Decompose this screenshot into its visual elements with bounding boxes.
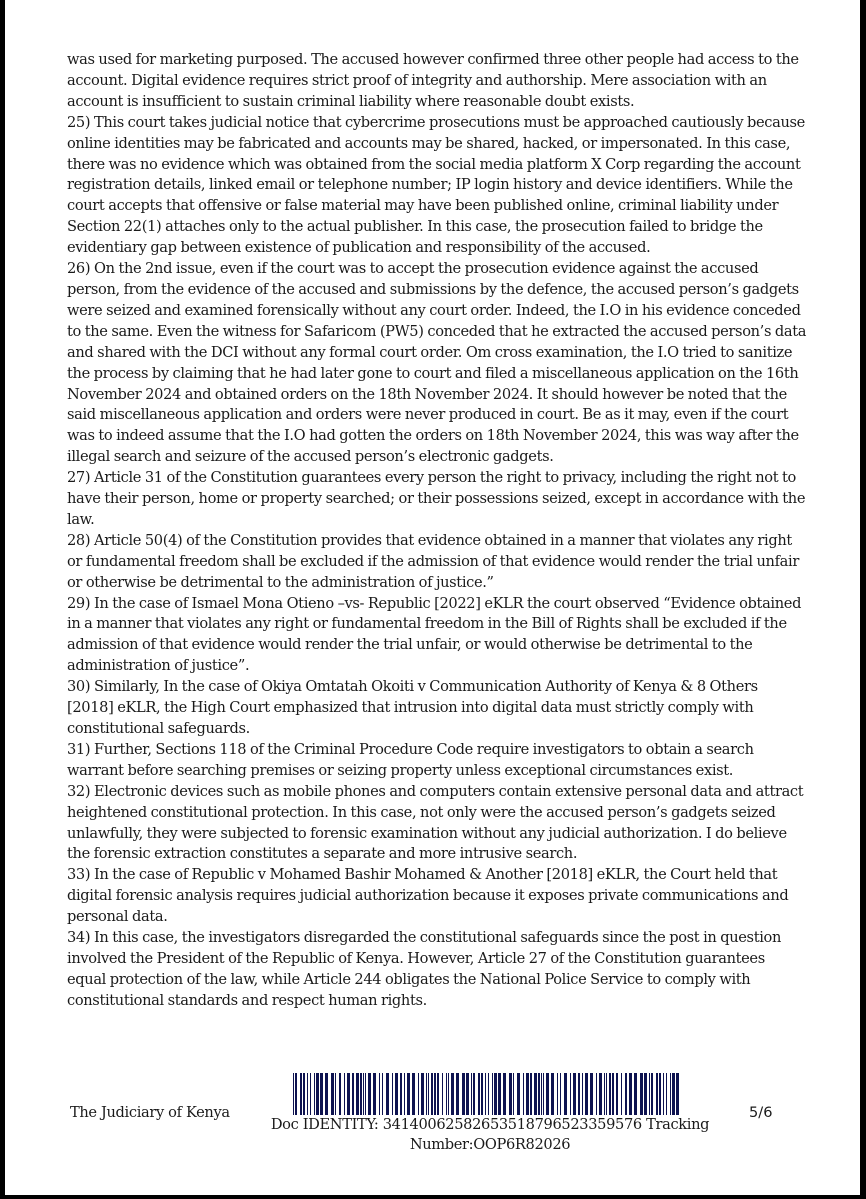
paragraph-27: 27) Article 31 of the Constitution guarantees every person the right to privacy, including the right not to have their person, home or property searched; or their possessions seized, except in accordance with the law. (67, 469, 806, 528)
paragraph-33: 33) In the case of Republic v Mohamed Bashir Mohamed & Another [2018] eKLR, the Court held that digital forensic analysis requires judicial authorization because it exposes private communications and personal data. (67, 866, 789, 926)
paragraph-25: 25) This court takes judicial notice that cybercrime prosecutions must be approached cautiously because online identities may be fabricated and accounts may be shared, hacked, or impersonated. In this case, there was no evidence which was obtained from the social media platform X Corp regarding the account registration details, linked email or telephone number; IP login history and device identifiers. While the court accepts that offensive or false material may have been published online, criminal liability under Section 22(1) attaches only to the actual publisher. In this case, the prosecution failed to bridge the evidentiary gap between existence of publication and responsibility of the accused. (67, 113, 805, 257)
document-body (67, 50, 807, 1012)
footer-issuer: The Judiciary of Kenya (70, 1104, 230, 1121)
paragraph-32: 32) Electronic devices such as mobile phones and computers contain extensive personal data and attract heightened constitutional protection. In this case, not only were the accused person’s gadgets seized unlawfully, they were subjected to forensic examination without any judicial authorization. I do believe the forensic extraction constitutes a separate and more intrusive search. (67, 782, 804, 863)
doc-identity (235, 1115, 745, 1155)
tracking-number: Number:OOP6R82026 (409, 1136, 571, 1153)
paragraph-34: 34) In this case, the investigators disregarded the constitutional safeguards since the post in question involved the President of the Republic of Kenya. However, Article 27 of the Constitution guarantees equal protection of the law, while Article 244 obligates the National Police Service to comply with constitutional standards and respect human rights. (67, 929, 782, 1009)
barcode-icon (293, 1073, 681, 1115)
paragraph-28: 28) Article 50(4) of the Constitution provides that evidence obtained in a manner that violates any right or fundamental freedom shall be excluded if the admission of that evidence would render the trial unfair or otherwise be detrimental to the administration of justice.” (67, 531, 799, 591)
document-page (5, 0, 860, 1195)
page-number: 5/6 (749, 1104, 773, 1121)
paragraph-29: 29) In the case of Ismael Mona Otieno –vs- Republic [2022] eKLR the court observed “Evidence obtained in a manner that violates any right or fundamental freedom in the Bill of Rights shall be excluded if the admission of that evidence would render the trial unfair, or would otherwise be detrimental to the administration of justice”. (67, 594, 802, 675)
paragraph-24-continued: was used for marketing purposed. The accused however confirmed three other people had access to the account. Digital evidence requires strict proof of integrity and authorship. Mere association with an account is insufficient to sustain criminal liability where reasonable doubt exists. (67, 51, 799, 110)
doc-identity-line: Doc IDENTITY: 34140062582653518796523359576 Tracking (270, 1116, 710, 1133)
paragraph-30: 30) Similarly, In the case of Okiya Omtatah Okoiti v Communication Authority of Kenya & 8 Others [2018] eKLR, the High Court emphasized that intrusion into digital data must strictly comply with constitutional safeguards. (67, 678, 758, 737)
paragraph-26: 26) On the 2nd issue, even if the court was to accept the prosecution evidence against the accused person, from the evidence of the accused and submissions by the defence, the accused person’s gadgets were seized and examined forensically without any court order. Indeed, the I.O in his evidence conceded to the same. Even the witness for Safaricom (PW5) conceded that he extracted the accused person’s data and shared with the DCI without any formal court order. Om cross examination, the I.O tried to sanitize the process by claiming that he had later gone to court and filed a miscellaneous application on the 16th November 2024 and obtained orders on the 18th November 2024. It should however be noted that the said miscellaneous application and orders were never produced in court. Be as it may, even if the court was to indeed assume that the I.O had gotten the orders on 18th November 2024, this was way after the illegal search and seizure of the accused person’s electronic gadgets. (67, 260, 807, 466)
paragraph-31: 31) Further, Sections 118 of the Criminal Procedure Code require investigators to obtain a search warrant before searching premises or seizing property unless exceptional circumstances exist. (67, 740, 754, 779)
